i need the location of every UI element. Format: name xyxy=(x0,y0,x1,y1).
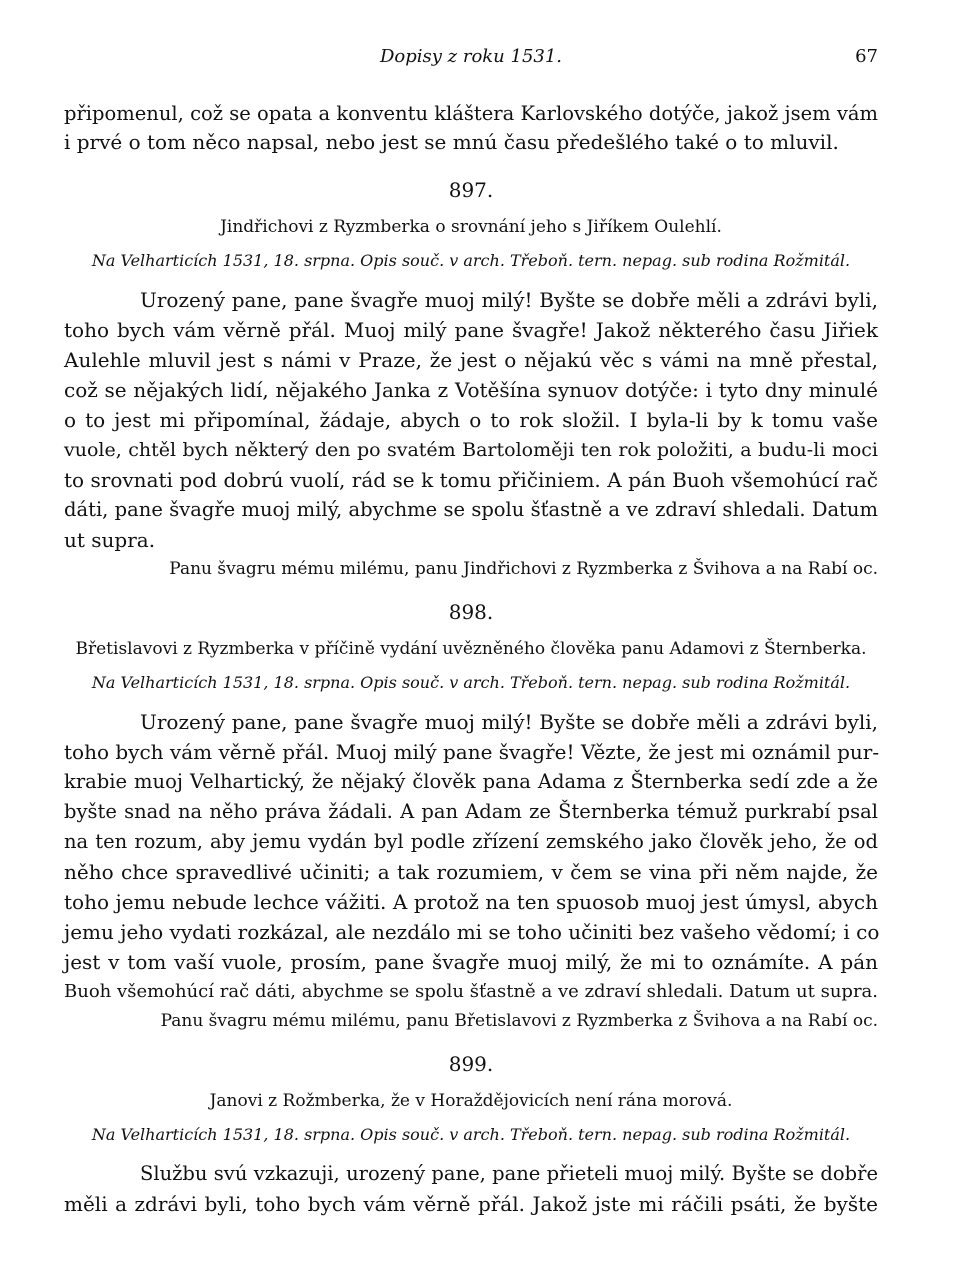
text-line: něho chce spravedlivé učiniti; a tak rozumiem, v čem se vina při něm najde, že xyxy=(64,860,878,884)
page-number: 67 xyxy=(855,46,878,67)
text-line: toho bych vám věrně přál. Muoj milý pane švagře! Jakož některého času Jiřiek xyxy=(64,318,878,342)
source-note: Na Velharticích 1531, 18. srpna. Opis souč. v arch. Třeboň. tern. nepag. sub rodina Rožmitál. xyxy=(91,1125,851,1144)
letter-heading: Janovi z Rožmberka, že v Horaždějovicích není rána morová. xyxy=(209,1091,733,1111)
text-line: krabie muoj Velhartický, že nějaký člověk pana Adama z Šternberka sedí zde a že xyxy=(64,770,878,793)
text-line: Urozený pane, pane švagře muoj milý! Byšte se dobře měli a zdrávi byli, xyxy=(140,710,878,734)
source-note: Na Velharticích 1531, 18. srpna. Opis souč. v arch. Třeboň. tern. nepag. sub rodina Rožmitál. xyxy=(91,673,851,692)
letter-number: 897. xyxy=(448,178,494,202)
letter-number: 899. xyxy=(448,1052,494,1076)
text-line: jemu jeho vydati rozkázal, ale nezdálo mi se toho učiniti bez vašeho vědomí; i co xyxy=(64,920,880,944)
letter-heading: Břetislavovi z Ryzmberka v příčině vydání uvězněného člověka panu Adamovi z Šternberka. xyxy=(75,639,867,659)
page-header xyxy=(64,46,878,76)
text-line: měli a zdrávi byli, toho bych vám věrně přál. Jakož jste mi ráčili psáti, že byšte xyxy=(64,1192,878,1216)
text-line: dáti, pane švagře muoj milý, abychme se spolu šťastně a ve zdraví shledali. Datum xyxy=(64,498,878,521)
text-line: toho jemu nebude lechce vážiti. A protož na ten spuosob muoj jest úmysl, abych xyxy=(64,890,878,914)
letter-address: Panu švagru mému milému, panu Břetislavovi z Ryzmberka z Švihova a na Rabí oc. xyxy=(160,1011,878,1031)
text-line: připomenul, což se opata a konventu kláštera Karlovského dotýče, jakož jsem vám xyxy=(64,102,878,125)
letter-number: 898. xyxy=(448,600,494,624)
letter-address: Panu švagru mému milému, panu Jindřichovi z Ryzmberka z Švihova a na Rabí oc. xyxy=(169,559,878,579)
text-line: Buoh všemohúcí rač dáti, abychme se spolu šťastně a ve zdraví shledali. Datum ut supra. xyxy=(64,981,878,1002)
text-line: na ten rozum, aby jemu vydán byl podle zřízení zemského jako člověk jeho, že od xyxy=(64,830,878,853)
text-line: toho bych vám věrně přál. Muoj milý pane švagře! Vězte, že jest mi oznámil pur- xyxy=(64,740,880,764)
text-line: což se nějakých lidí, nějakého Janka z Votěšína synuov dotýče: i tyto dny minulé xyxy=(64,378,878,402)
text-line: ut supra. xyxy=(64,528,156,552)
text-line: o to jest mi připomínal, žádaje, abych o to rok složil. I byla-li by k tomu vaše xyxy=(64,408,878,432)
text-line: to srovnati pod dobrú vuolí, rád se k tomu přičiniem. A pán Buoh všemohúcí rač xyxy=(64,468,878,492)
text-line: Aulehle mluvil jest s námi v Praze, že jest o nějakú věc s vámi na mně přestal, xyxy=(64,348,878,372)
text-line: Urozený pane, pane švagře muoj milý! Byšte se dobře měli a zdrávi byli, xyxy=(140,288,878,312)
text-line: byšte snad na něho práva žádali. A pan Adam ze Šternberka témuž purkrabí psal xyxy=(64,800,878,823)
text-line: Službu svú vzkazuji, urozený pane, pane přieteli muoj milý. Byšte se dobře xyxy=(140,1162,878,1185)
running-title: Dopisy z roku 1531. xyxy=(379,46,563,67)
source-note: Na Velharticích 1531, 18. srpna. Opis souč. v arch. Třeboň. tern. nepag. sub rodina Rožmitál. xyxy=(91,251,851,270)
text-line: jest v tom vaší vuole, prosím, pane švagře muoj milý, že mi to oznámíte. A pán xyxy=(64,950,878,974)
letter-heading: Jindřichovi z Ryzmberka o srovnání jeho s Jiříkem Oulehlí. xyxy=(220,217,722,237)
text-line: vuole, chtěl bych některý den po svatém Bartoloměji ten rok položiti, a budu-li moci xyxy=(64,439,878,461)
text-line: i prvé o tom něco napsal, nebo jest se mnú času předešlého také o to mluvil. xyxy=(64,130,839,154)
